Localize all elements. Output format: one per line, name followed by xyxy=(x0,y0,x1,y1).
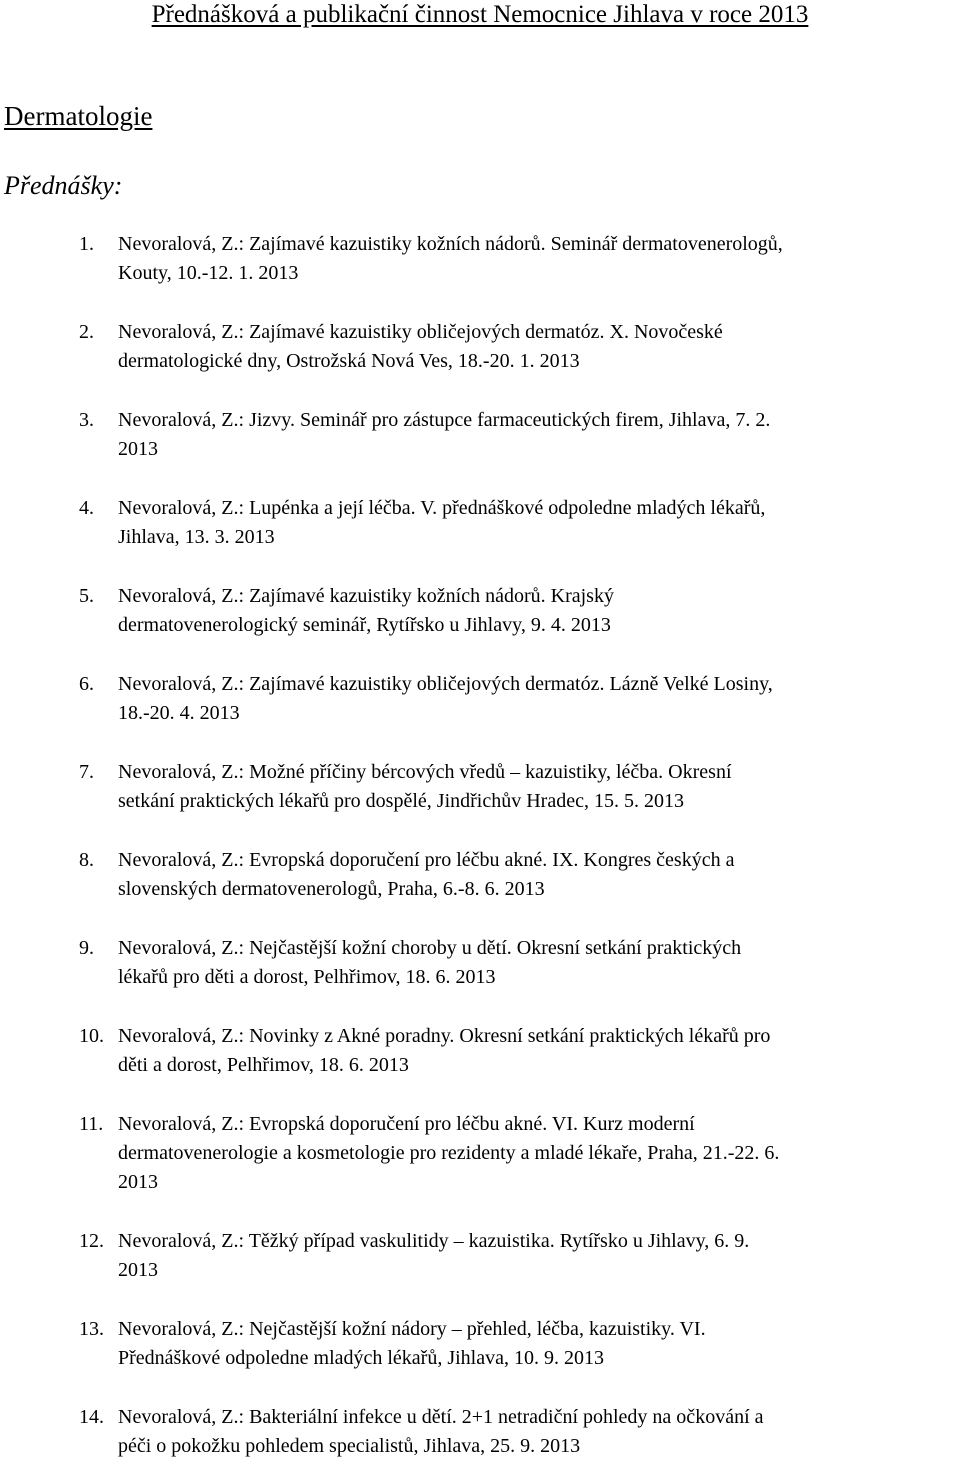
lecture-text-line: Jihlava, 13. 3. 2013 xyxy=(118,526,275,548)
lecture-number: 1. xyxy=(79,233,94,255)
lecture-text-line: 2013 xyxy=(118,1259,158,1281)
lecture-text xyxy=(118,670,956,728)
lecture-number: 8. xyxy=(79,849,94,871)
lecture-text xyxy=(118,846,956,904)
lecture-number: 6. xyxy=(79,673,94,695)
lecture-text-line: péči o pokožku pohledem specialistů, Jihlava, 25. 9. 2013 xyxy=(118,1435,581,1457)
lecture-text xyxy=(118,1403,956,1461)
section-heading: Dermatologie xyxy=(4,101,153,131)
lecture-item xyxy=(0,1403,960,1463)
lecture-text-line: Přednáškové odpoledne mladých lékařů, Jihlava, 10. 9. 2013 xyxy=(118,1347,604,1369)
lecture-text-line: setkání praktických lékařů pro dospělé, Jindřichův Hradec, 15. 5. 2013 xyxy=(118,790,684,812)
lecture-text xyxy=(118,582,956,640)
lecture-item xyxy=(0,1315,960,1375)
lecture-text-line: Nevoralová, Z.: Evropská doporučení pro léčbu akné. VI. Kurz moderní xyxy=(118,1113,695,1135)
lecture-number: 11. xyxy=(79,1113,104,1135)
lecture-text-line: děti a dorost, Pelhřimov, 18. 6. 2013 xyxy=(118,1054,409,1076)
lecture-text-line: Nevoralová, Z.: Novinky z Akné poradny. Okresní setkání praktických lékařů pro xyxy=(118,1025,771,1047)
document-title: Přednášková a publikační činnost Nemocnice Jihlava v roce 2013 xyxy=(151,1,809,28)
lecture-text-line: Nevoralová, Z.: Těžký případ vaskulitidy – kazuistika. Rytířsko u Jihlavy, 6. 9. xyxy=(118,1230,750,1252)
lecture-text-line: Nevoralová, Z.: Evropská doporučení pro léčbu akné. IX. Kongres českých a xyxy=(118,849,735,871)
lecture-number: 14. xyxy=(79,1406,104,1428)
lecture-text-line: Nevoralová, Z.: Nejčastější kožní choroby u dětí. Okresní setkání praktických xyxy=(118,937,742,959)
lecture-text-line: Nevoralová, Z.: Zajímavé kazuistiky kožních nádorů. Seminář dermatovenerologů, xyxy=(118,233,783,255)
lecture-text xyxy=(118,1110,956,1197)
lecture-text-line: Nevoralová, Z.: Bakteriální infekce u dětí. 2+1 netradiční pohledy na očkování a xyxy=(118,1406,764,1428)
lecture-item xyxy=(0,318,960,378)
lecture-item xyxy=(0,846,960,906)
lecture-item xyxy=(0,406,960,466)
lecture-text xyxy=(118,318,956,376)
lecture-item xyxy=(0,494,960,554)
lecture-text xyxy=(118,758,956,816)
lecture-text-line: Nevoralová, Z.: Zajímavé kazuistiky obličejových dermatóz. X. Novočeské xyxy=(118,321,723,343)
lecture-text-line: Kouty, 10.-12. 1. 2013 xyxy=(118,262,299,284)
lecture-number: 13. xyxy=(79,1318,104,1340)
lecture-text-line: Nevoralová, Z.: Nejčastější kožní nádory – přehled, léčba, kazuistiky. VI. xyxy=(118,1318,706,1340)
lecture-text-line: dermatovenerologie a kosmetologie pro rezidenty a mladé lékaře, Praha, 21.-22. 6. xyxy=(118,1142,780,1164)
lecture-number: 9. xyxy=(79,937,94,959)
lecture-text-line: 2013 xyxy=(118,1171,158,1193)
lecture-item xyxy=(0,670,960,730)
lecture-text xyxy=(118,406,956,464)
lecture-text-line: lékařů pro děti a dorost, Pelhřimov, 18. 6. 2013 xyxy=(118,966,496,988)
lecture-item xyxy=(0,758,960,818)
lecture-number: 5. xyxy=(79,585,94,607)
lecture-text xyxy=(118,1227,956,1285)
lecture-item xyxy=(0,582,960,642)
lecture-number: 7. xyxy=(79,761,94,783)
lecture-text-line: Nevoralová, Z.: Zajímavé kazuistiky kožních nádorů. Krajský xyxy=(118,585,614,607)
lecture-number: 2. xyxy=(79,321,94,343)
lecture-text-line: Nevoralová, Z.: Lupénka a její léčba. V. přednáškové odpoledne mladých lékařů, xyxy=(118,497,766,519)
subsection-heading: Přednášky: xyxy=(4,171,123,200)
lecture-text-line: 2013 xyxy=(118,438,158,460)
lecture-number: 12. xyxy=(79,1230,104,1252)
lecture-text-line: 18.-20. 4. 2013 xyxy=(118,702,240,724)
lecture-text-line: Nevoralová, Z.: Možné příčiny bércových vředů – kazuistiky, léčba. Okresní xyxy=(118,761,732,783)
lecture-number: 3. xyxy=(79,409,94,431)
lecture-item xyxy=(0,1110,960,1193)
lecture-text xyxy=(118,934,956,992)
lecture-text-line: dermatologické dny, Ostrožská Nová Ves, 18.-20. 1. 2013 xyxy=(118,350,580,372)
lecture-item xyxy=(0,1227,960,1287)
lecture-number: 4. xyxy=(79,497,94,519)
lecture-text-line: dermatovenerologický seminář, Rytířsko u Jihlavy, 9. 4. 2013 xyxy=(118,614,611,636)
lecture-text-line: slovenských dermatovenerologů, Praha, 6.-8. 6. 2013 xyxy=(118,878,545,900)
lecture-text-line: Nevoralová, Z.: Jizvy. Seminář pro zástupce farmaceutických firem, Jihlava, 7. 2. xyxy=(118,409,771,431)
lecture-item xyxy=(0,934,960,994)
lecture-text xyxy=(118,1315,956,1373)
lecture-text xyxy=(118,1022,956,1080)
lecture-number: 10. xyxy=(79,1025,104,1047)
lecture-item xyxy=(0,230,960,290)
lecture-item xyxy=(0,1022,960,1082)
lecture-text xyxy=(118,494,956,552)
lecture-text-line: Nevoralová, Z.: Zajímavé kazuistiky obličejových dermatóz. Lázně Velké Losiny, xyxy=(118,673,773,695)
lecture-text xyxy=(118,230,956,288)
